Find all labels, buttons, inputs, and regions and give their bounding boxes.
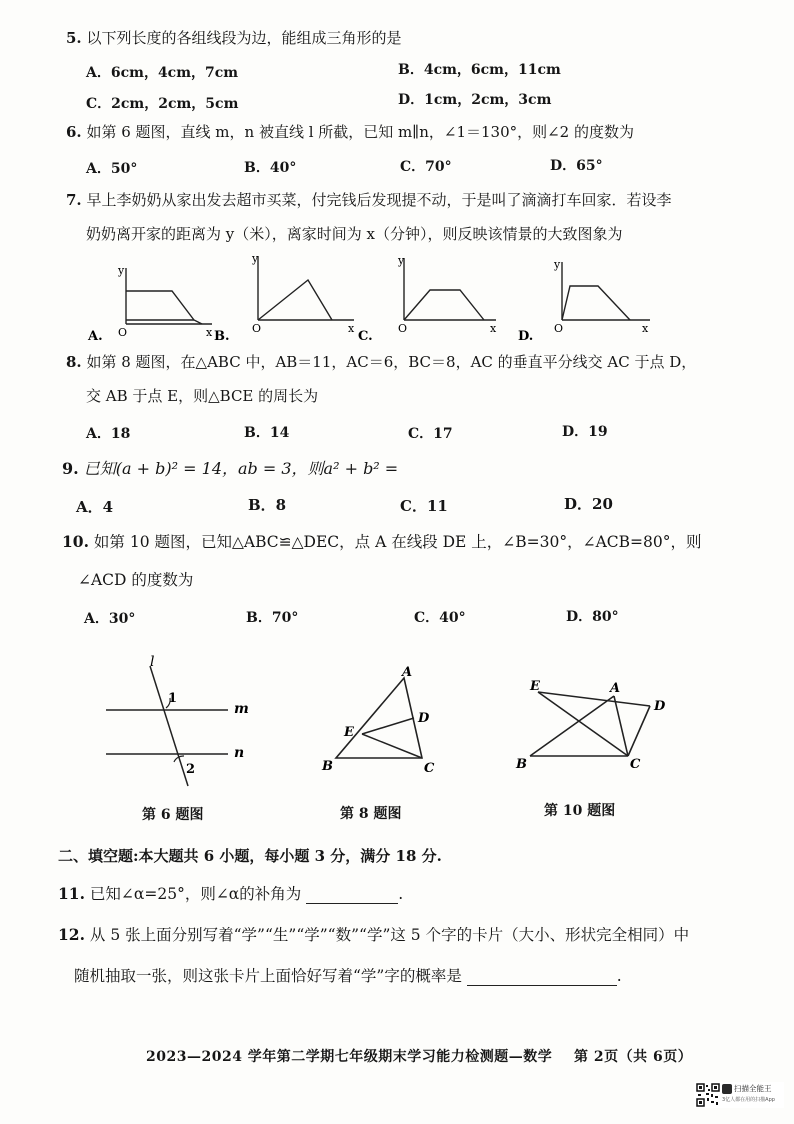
q5-option-a: A．6cm，4cm，7cm bbox=[86, 65, 239, 81]
scanner-app-icon bbox=[722, 1084, 732, 1094]
x-label: x bbox=[206, 326, 213, 339]
q5-stem bbox=[66, 28, 401, 48]
footer-title: 2023—2024 学年第二学期七年级期末学习能力检测题—数学 bbox=[146, 1049, 553, 1065]
q6-text: 如第 6 题图，直线 m，n 被直线 l 所截，已知 m∥n，∠1＝130°，则∠2 的度数为 bbox=[86, 123, 634, 141]
q7-option-d: D. bbox=[518, 329, 534, 344]
q6-option-d: D．65° bbox=[550, 158, 603, 174]
q8-text-1: 如第 8 题图，在△ABC 中，AB＝11，AC＝6，BC＝8，AC 的垂直平分线交 AC 于点 D， bbox=[86, 353, 697, 371]
q11-answer-blank[interactable] bbox=[306, 887, 398, 904]
q8-option-d: D．19 bbox=[562, 424, 608, 440]
triangle-abc bbox=[336, 678, 422, 758]
x-label: x bbox=[490, 322, 497, 335]
q7-graph-a bbox=[84, 258, 224, 346]
section-2-heading: 二、填空题:本大题共 6 小题，每小题 3 分，满分 18 分. bbox=[58, 847, 442, 865]
segment-ec bbox=[362, 734, 422, 758]
q10-option-c: C．40° bbox=[414, 610, 466, 626]
origin-label: O bbox=[118, 326, 128, 339]
q12-answer-blank[interactable] bbox=[467, 969, 617, 986]
q8-stem-line1 bbox=[66, 352, 696, 372]
q9-stem bbox=[62, 459, 398, 479]
label-d: D bbox=[654, 699, 666, 714]
label-angle-1: 1 bbox=[168, 691, 178, 706]
label-l: l bbox=[150, 654, 155, 670]
label-b: B bbox=[322, 759, 333, 774]
watermark-brand: 扫描全能王 bbox=[734, 1084, 772, 1093]
q8-option-c: C．17 bbox=[408, 426, 453, 442]
q12-number: 12. bbox=[58, 925, 85, 944]
q7-option-c: C. bbox=[358, 329, 373, 344]
q7-text-1: 早上李奶奶从家出发去超市买菜，付完钱后发现提不动，于是叫了滴滴打车回家．若设李 bbox=[86, 191, 672, 209]
line-l bbox=[150, 666, 188, 786]
q10-stem-line2: ∠ACD 的度数为 bbox=[78, 571, 194, 589]
label-m: m bbox=[234, 701, 249, 717]
footer-page-number: 第 2页（共 6页） bbox=[574, 1049, 693, 1065]
q10-option-d: D．80° bbox=[566, 609, 619, 625]
q9-option-c: C．11 bbox=[400, 497, 448, 515]
q10-stem-line1 bbox=[62, 532, 702, 552]
curve bbox=[126, 291, 202, 324]
figure-10 bbox=[510, 676, 680, 784]
q6-stem bbox=[66, 122, 634, 142]
label-c: C bbox=[630, 757, 641, 772]
figure-8 bbox=[316, 660, 446, 780]
label-n: n bbox=[234, 745, 245, 761]
label-e: E bbox=[344, 725, 354, 740]
origin-label: O bbox=[398, 322, 408, 335]
label-e: E bbox=[530, 679, 540, 694]
y-label: y bbox=[252, 252, 259, 265]
q8-option-a: A．18 bbox=[86, 426, 131, 442]
q10-number: 10. bbox=[62, 532, 89, 551]
q5-option-b: B．4cm，6cm，11cm bbox=[398, 62, 561, 78]
figure-6 bbox=[96, 650, 266, 790]
q9-text: 已知(a + b)² = 14，ab = 3，则a² + b² = bbox=[83, 459, 399, 478]
watermark-subtitle: 3亿人都在用的扫描App bbox=[722, 1097, 775, 1103]
q8-option-b: B．14 bbox=[244, 425, 290, 441]
q9-option-d: D．20 bbox=[564, 495, 613, 513]
origin-label: O bbox=[554, 322, 564, 335]
q6-option-b: B．40° bbox=[244, 160, 297, 176]
figure-6-caption: 第 6 题图 bbox=[142, 807, 204, 823]
curve bbox=[404, 290, 484, 320]
q7-stem-line1 bbox=[66, 190, 671, 210]
q6-option-a: A．50° bbox=[86, 161, 138, 177]
q7-graph-b bbox=[214, 250, 360, 346]
q9-number: 9. bbox=[62, 459, 79, 478]
label-d: D bbox=[418, 711, 430, 726]
q12-stem-line2 bbox=[74, 966, 622, 986]
q6-number: 6. bbox=[66, 123, 82, 141]
q5-number: 5. bbox=[66, 29, 82, 47]
q12-text-2: 随机抽取一张，则这张卡片上面恰好写着“学”字的概率是 bbox=[74, 967, 462, 985]
q9-option-a: A．4 bbox=[76, 498, 114, 516]
q12-end: . bbox=[616, 967, 622, 985]
x-label: x bbox=[642, 322, 649, 335]
q7-stem-line2: 奶奶离开家的距离为 y（米），离家时间为 x（分钟），则反映该情景的大致图象为 bbox=[86, 225, 623, 243]
q7-graph-d bbox=[514, 256, 654, 346]
q10-text-1: 如第 10 题图，已知△ABC≌△DEC，点 A 在线段 DE 上，∠B=30°，∠ACB=80°，则 bbox=[93, 533, 702, 551]
label-a: A bbox=[402, 665, 413, 680]
q5-option-d: D．1cm，2cm，3cm bbox=[398, 92, 552, 108]
q11-stem bbox=[58, 884, 403, 904]
qr-code-icon bbox=[696, 1083, 720, 1107]
curve bbox=[562, 286, 630, 320]
q8-stem-line2: 交 AB 于点 E，则△BCE 的周长为 bbox=[86, 387, 319, 405]
q6-option-c: C．70° bbox=[400, 159, 452, 175]
label-a: A bbox=[610, 681, 621, 696]
q11-end: . bbox=[398, 885, 404, 903]
q7-number: 7. bbox=[66, 191, 82, 209]
q10-option-a: A．30° bbox=[84, 611, 136, 627]
q8-number: 8. bbox=[66, 353, 82, 371]
segment-ed bbox=[362, 718, 414, 734]
q7-graph-c bbox=[356, 252, 502, 346]
segment-ba bbox=[530, 696, 614, 756]
origin-label: O bbox=[252, 322, 262, 335]
figure-8-caption: 第 8 题图 bbox=[340, 806, 402, 822]
q7-option-b: B. bbox=[214, 329, 230, 344]
segment-dc bbox=[628, 706, 650, 756]
q12-stem-line1 bbox=[58, 925, 689, 945]
q11-number: 11. bbox=[58, 884, 85, 903]
x-label: x bbox=[348, 322, 355, 335]
q12-text-1: 从 5 张上面分别写着“学”“生”“学”“数”“学”这 5 个字的卡片（大小、形状完全相同）中 bbox=[89, 926, 690, 944]
y-label: y bbox=[118, 264, 125, 277]
label-b: B bbox=[516, 757, 527, 772]
curve bbox=[258, 280, 332, 320]
q7-option-a: A. bbox=[88, 329, 103, 344]
q5-text: 以下列长度的各组线段为边，能组成三角形的是 bbox=[86, 29, 402, 47]
figure-10-caption: 第 10 题图 bbox=[544, 803, 616, 819]
label-angle-2: 2 bbox=[186, 762, 196, 777]
q11-text: 已知∠α=25°，则∠α的补角为 bbox=[89, 885, 302, 903]
y-label: y bbox=[554, 258, 561, 271]
y-label: y bbox=[398, 254, 405, 267]
q10-option-b: B．70° bbox=[246, 610, 299, 626]
scanner-watermark bbox=[694, 1082, 784, 1108]
q9-option-b: B．8 bbox=[248, 496, 287, 514]
label-c: C bbox=[424, 761, 435, 776]
q5-option-c: C．2cm，2cm，5cm bbox=[86, 96, 239, 112]
